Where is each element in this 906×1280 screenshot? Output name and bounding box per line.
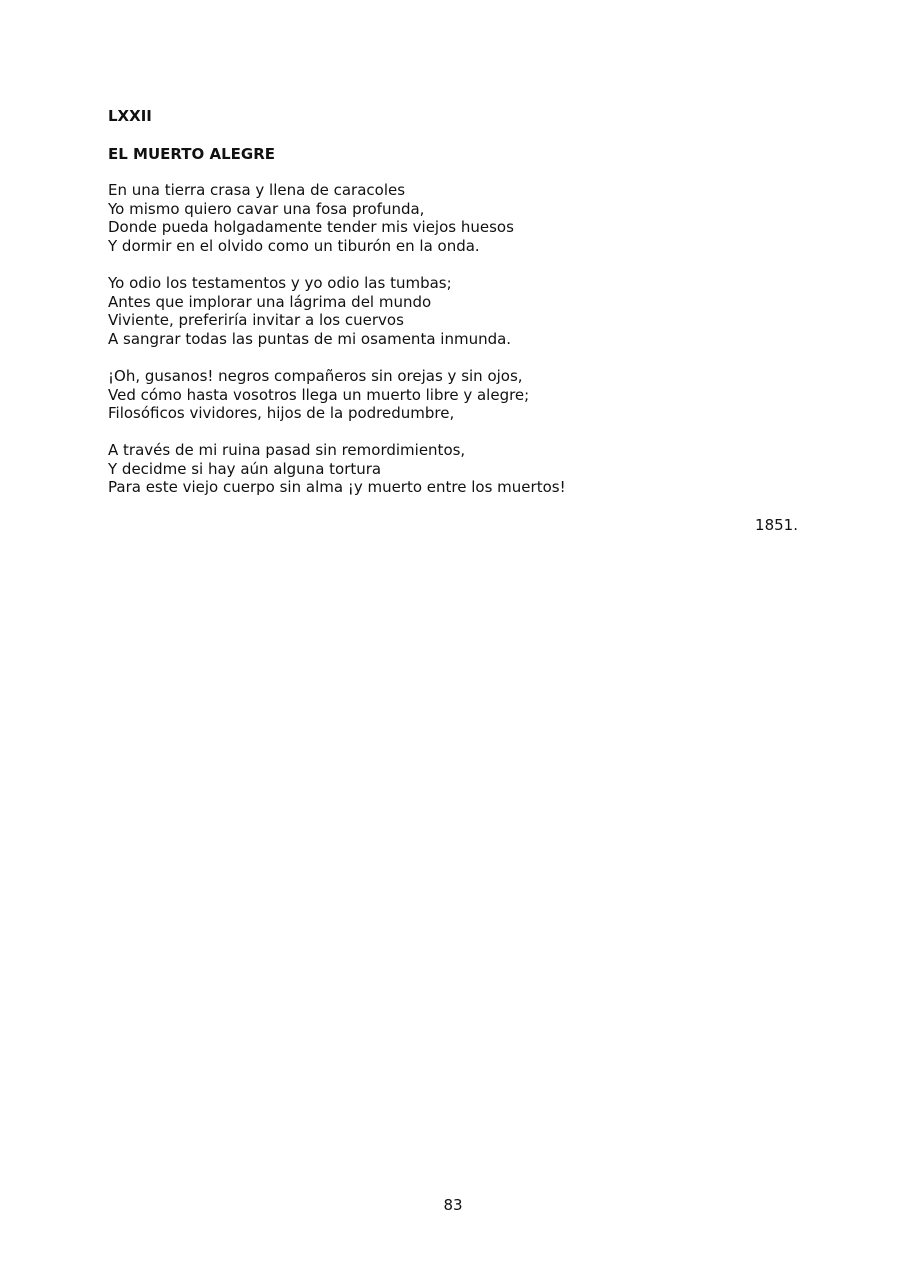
stanza-1	[108, 181, 798, 255]
poem-line: En una tierra crasa y llena de caracoles	[108, 181, 406, 200]
poem-line: Viviente, preferiría invitar a los cuervos	[108, 311, 404, 330]
stanza-4	[108, 441, 798, 497]
poem-line: Y dormir en el olvido como un tiburón en la onda.	[108, 236, 480, 255]
poem-line: Ved cómo hasta vosotros llega un muerto libre y alegre;	[108, 385, 530, 404]
poem-date: 1851.	[755, 515, 798, 534]
poem-content	[108, 107, 798, 534]
poem-line: A través de mi ruina pasad sin remordimientos,	[108, 441, 466, 460]
poem-line: ¡Oh, gusanos! negros compañeros sin orejas y sin ojos,	[108, 366, 523, 385]
poem-line: Donde pueda holgadamente tender mis viejos huesos	[108, 218, 514, 237]
stanza-3	[108, 367, 798, 423]
poem-line: Antes que implorar una lágrima del mundo	[108, 292, 432, 311]
poem-number: LXXII	[108, 107, 152, 125]
poem-line: Para este viejo cuerpo sin alma ¡y muerto entre los muertos!	[108, 478, 566, 497]
poem-line: Filosóficos vividores, hijos de la podredumbre,	[108, 404, 455, 423]
poem-line: Yo odio los testamentos y yo odio las tumbas;	[108, 274, 452, 293]
page-number: 83	[443, 1196, 463, 1214]
poem-line: Yo mismo quiero cavar una fosa profunda,	[108, 199, 425, 218]
poem-title: EL MUERTO ALEGRE	[108, 144, 275, 163]
poem-line: Y decidme si hay aún alguna tortura	[108, 459, 382, 478]
stanza-2	[108, 274, 798, 348]
poem-line: A sangrar todas las puntas de mi osamenta inmunda.	[108, 329, 512, 348]
